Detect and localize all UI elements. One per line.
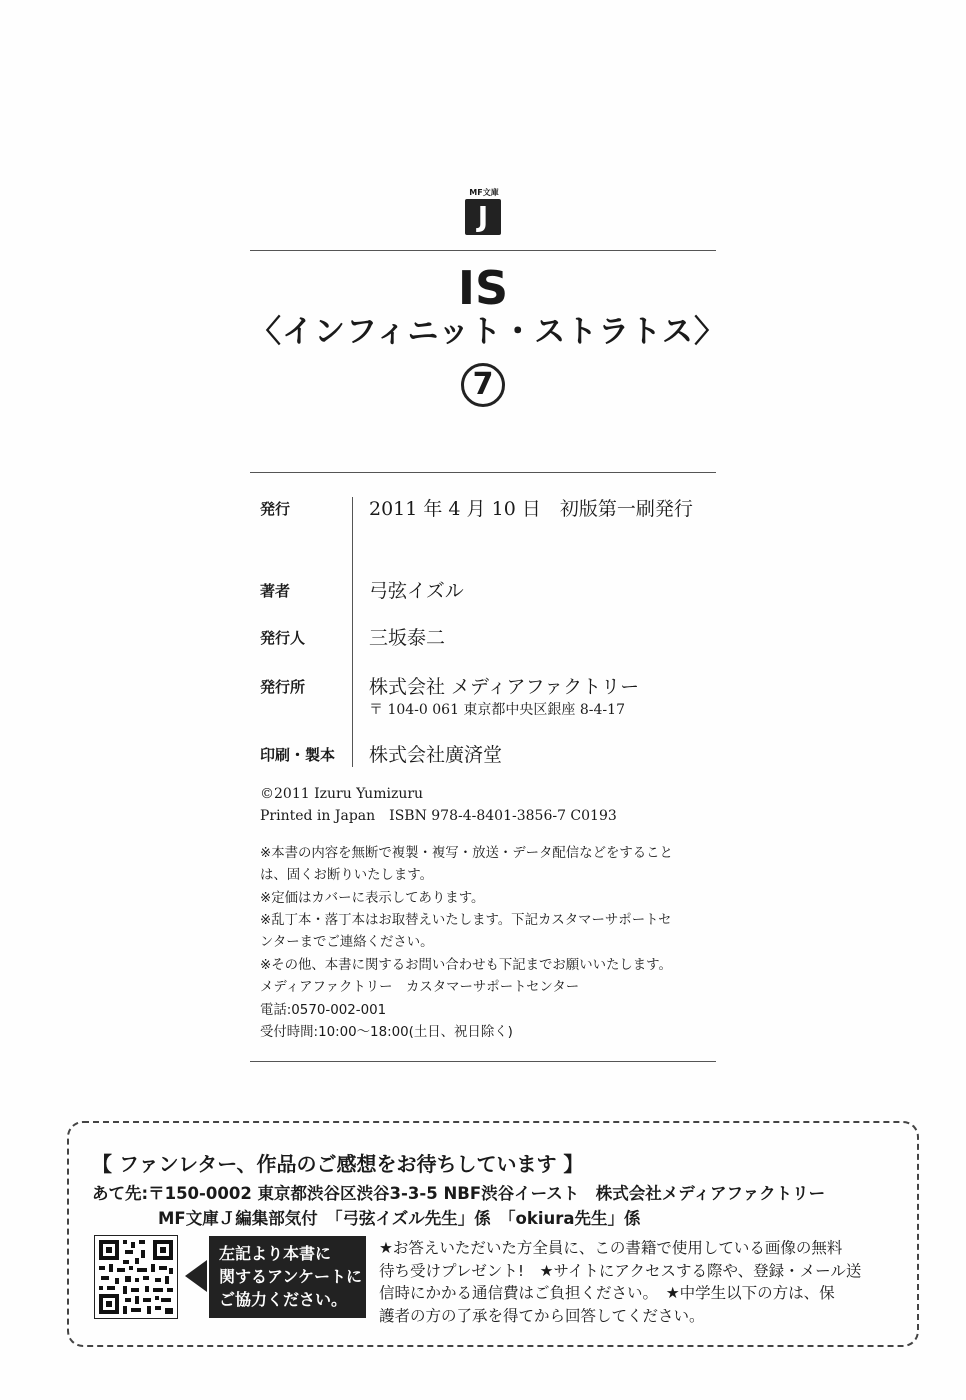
fanletter-heading: 【 ファンレター、作品のご感想をお待ちしています 】 [92, 1152, 584, 1176]
survey-arrow-icon [185, 1260, 207, 1292]
colophon-label-issue: 発行 [260, 500, 291, 518]
publisher-logo: J [465, 199, 501, 235]
colophon-value-publisher-person: 三坂泰二 [369, 627, 446, 649]
survey-line: 関するアンケートに [219, 1267, 363, 1286]
survey-line: ご協力ください。 [219, 1290, 348, 1309]
colophon-label-printing: 印刷・製本 [260, 746, 336, 764]
note-line: 電話:0570-002-001 [260, 1003, 387, 1018]
gift-line: 待ち受けプレゼント! ★サイトにアクセスする際や、登録・メール送 [379, 1262, 862, 1280]
colophon-value-issue: 2011 年 4 月 10 日 初版第一刷発行 [369, 498, 693, 520]
fanletter-address-line2: MF文庫Ｊ編集部気付 「弓弦イズル先生」係 「okiura先生」係 [158, 1209, 641, 1228]
note-line: ※本書の内容を無断で複製・複写・放送・データ配信などをすること [260, 846, 673, 861]
colophon-label-publisher: 発行所 [260, 678, 306, 696]
divider-top [250, 250, 716, 251]
qr-code[interactable] [94, 1235, 178, 1319]
colophon-separator [352, 497, 353, 767]
printed-isbn: Printed in Japan ISBN 978-4-8401-3856-7 C0193 [260, 808, 617, 824]
divider-bottom [250, 1061, 716, 1062]
note-line: ※その他、本書に関するお問い合わせも下記までお願いいたします。 [260, 958, 672, 973]
note-line: メディアファクトリー カスタマーサポートセンター [260, 980, 580, 995]
publisher-logo-label: MF文庫 [469, 188, 499, 197]
colophon-value-publisher: 株式会社 メディアファクトリー [369, 676, 640, 698]
note-line: ※定価はカバーに表示してあります。 [260, 891, 485, 906]
book-subtitle: 〈インフィニット・ストラトス〉 [250, 314, 726, 350]
volume-number: 7 [461, 363, 505, 407]
colophon-label-publisher-person: 発行人 [260, 629, 306, 647]
copyright: ©2011 Izuru Yumizuru [260, 786, 424, 802]
fanletter-address-line1: あて先:〒150-0002 東京都渋谷区渋谷3-3-5 NBF渋谷イースト 株式会社メディアファクトリー [92, 1184, 826, 1203]
colophon-publisher-address: 〒 104-0 061 東京都中央区銀座 8-4-17 [369, 702, 625, 718]
gift-line: 信時にかかる通信費はご負担ください。 ★中学生以下の方は、保 [379, 1284, 835, 1302]
gift-line: 護者の方の了承を得てから回答してください。 [379, 1307, 705, 1325]
colophon-value-printing: 株式会社廣済堂 [369, 744, 503, 766]
book-title: IS [457, 261, 509, 315]
survey-callout [209, 1236, 366, 1318]
qr-code-icon [95, 1236, 177, 1318]
colophon-label-author: 著者 [260, 582, 291, 600]
divider-middle [250, 472, 716, 473]
survey-line: 左記より本書に [219, 1244, 332, 1263]
note-line: ンターまでご連絡ください。 [260, 935, 434, 950]
gift-line: ★お答えいただいた方全員に、この書籍で使用している画像の無料 [379, 1239, 843, 1257]
colophon-value-author: 弓弦イズル [369, 580, 464, 602]
note-line: は、固くお断りいたします。 [260, 868, 434, 883]
note-line: 受付時間:10:00〜18:00(土日、祝日除く) [260, 1025, 513, 1040]
note-line: ※乱丁本・落丁本はお取替えいたします。下記カスタマーサポートセ [260, 913, 672, 928]
